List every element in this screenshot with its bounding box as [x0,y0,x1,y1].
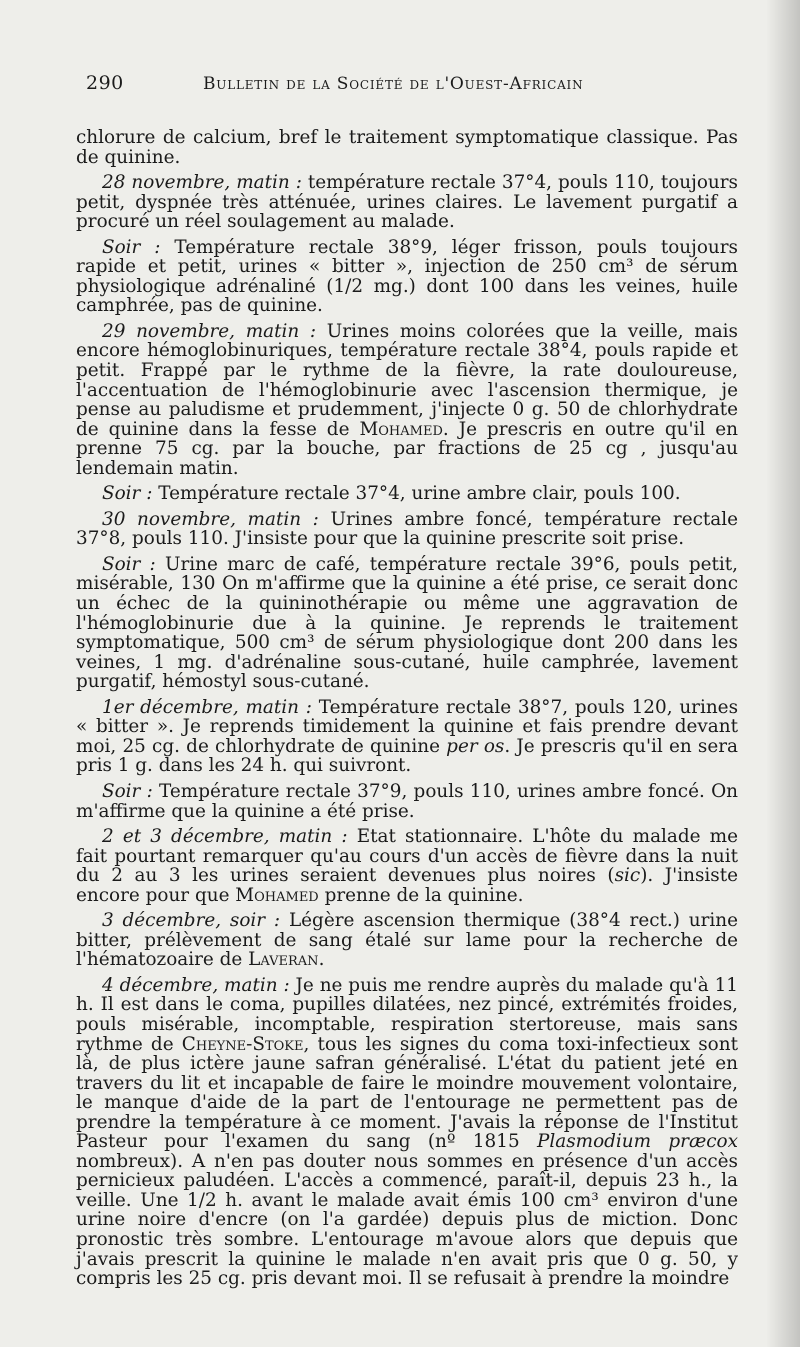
paragraph-text: Température rectale 37°4, urine ambre clair, pouls 100. [152,483,681,505]
paragraph-text: Température rectale 38°9, léger frisson, pouls toujours rapide et petit, urines « bitter », injection de 250 cm³ de sérum physiologique adrénaliné (1/2 mg.) dont 100 dans les veines, huile camphrée, pas de quinine. [76,236,738,317]
entry-date: Soir : [102,483,153,505]
running-title: Bulletin de la Société de l'Ouest-Africain [203,74,584,94]
entry-date: 28 novembre, matin : [102,172,302,194]
person-name: Mohamed [235,884,319,906]
paragraph-text: prenne de la quinine. [318,884,524,906]
paragraph [76,128,738,167]
paragraph-text: Urines ambre foncé, température rectale 37°8, pouls 110. J'insiste pour que la quinine prescrite soit prise. [76,508,738,550]
entry-date: Soir : [102,780,153,802]
paragraph-text: Urines moins colorées que la veille, mais encore hémoglobinuriques, température rectale 38°4, pouls rapide et petit. Frappé par le rythme de la fièvre, la rate douloureuse, l'accentuation de l'hémoglobinurie avec l'ascension thermique, je pense au paludisme et prudemment, j'injecte 0 g. 50 de chlorhydrate de quinine dans la fesse de [76,320,738,440]
entry-date: 1er décembre, matin : [102,696,312,718]
entry-date: 3 décembre, soir : [102,910,281,932]
paragraph-text: ). J'insiste encore pour que [76,865,738,906]
person-name: Cheyne-Stoke [181,1033,304,1055]
paragraph [76,911,738,970]
paragraph [76,976,738,1289]
paragraph [76,827,738,905]
paragraph-text: Je ne puis me rendre auprès du malade qu'à 11 h. Il est dans le coma, pupilles dilatées, nez pincé, extrémités froides, pouls misérable, incomptable, respiration stertoreuse, mais sans rythme de [76,974,738,1055]
paragraph-text: température rectale 37°4, pouls 110, toujours petit, dyspnée très atténuée, urines claires. Le lavement purgatif a procuré un réel soulagement au malade. [76,172,738,233]
italic-term: sic [614,865,641,887]
paragraph-text: Température rectale 38°7, pouls 120, urines « bitter ». Je reprends timidement la quinine et fais prendre devant moi, 25 cg. de chlorhydrate de quinine [76,696,739,757]
paragraph [76,782,738,821]
entry-date: Soir : [102,236,161,258]
body-text [76,128,738,1295]
entry-date: 4 décembre, matin : [102,974,290,996]
entry-date: 29 novembre, matin : [102,320,317,342]
paragraph-text: Etat stationnaire. L'hôte du malade me fait pourtant remarquer qu'au cours d'un accès de fièvre dans la nuit du 2 au 3 les urines seraient devenues plus noires ( [76,826,738,887]
paragraph-text: , tous les signes du coma toxi-infectieux sont là, de plus ictère jaune safran généralisé. L'état du patient jeté en travers du lit et incapable de faire le moindre mouvement volontaire, le manque d'aide de la part de l'entourage ne permettent pas de prendre la température à ce moment. J'avais la réponse de l'Institut Pasteur pour l'examen du sang (nº 1815 [76,1033,738,1153]
paragraph [76,484,738,504]
paragraph-text: . Je prescris qu'il en sera pris 1 g. dans les 24 h. qui suivront. [76,735,738,777]
page-header [86,72,736,98]
paragraph-text: Température rectale 37°9, pouls 110, urines ambre foncé. On m'affirme que la quinine a été prise. [76,780,738,822]
paragraph [76,173,738,232]
entry-date: Soir : [102,553,156,575]
paragraph-text: . [318,949,325,971]
entry-date: 2 et 3 décembre, matin : [102,826,348,848]
paragraph [76,322,738,478]
person-name: Laveran [248,949,319,971]
person-name: Mohamed [359,418,443,440]
page-number: 290 [86,72,124,94]
italic-term: per os [446,735,505,757]
paragraph [76,698,738,776]
paragraph [76,238,738,316]
paragraph-text: chlorure de calcium, bref le traitement symptomatique classique. Pas de quinine. [76,127,738,168]
paragraph [76,555,738,692]
paragraph-text: nombreux). A n'en pas douter nous sommes en présence d'un accès pernicieux paludéen. L'accès a commencé, paraît-il, depuis 23 h., la veille. Une 1/2 h. avant le malade avait émis 100 cm³ environ d'une urine noire d'encre (on l'a gardée) depuis plus de miction. Donc pronostic très sombre. L'entourage m'avoue alors que depuis que j'avais prescrit la quinine le malade n'en avait pris que 0 g. 50, y compris les 25 cg. pris devant moi. Il se refusait à prendre la moindre [76,1150,738,1290]
paragraph-text: . Je prescris en outre qu'il en prenne 75 cg. par la bouche, par fractions de 25 cg , jusqu'au lendemain matin. [76,418,738,479]
paragraph-text: Légère ascension thermique (38°4 rect.) urine bitter, prélèvement de sang étalé sur lame pour la recherche de l'hématozoaire de [76,910,738,971]
entry-date: 30 novembre, matin : [102,508,319,530]
italic-term: Plasmodium præcox [536,1131,738,1153]
paragraph [76,510,738,549]
paragraph-text: Urine marc de café, température rectale 39°6, pouls petit, misérable, 130 On m'affirme que la quinine a été prise, ce serait donc un échec de la quininothérapie ou même une aggravation de l'hémoglobinurie due à la quinine. Je reprends le traitement symptomatique, 500 cm³ de sérum physiologique dont 200 dans les veines, 1 mg. d'adrénaline sous-cutané, huile camphrée, lavement purgatif, hémostyl sous-cutané. [76,553,738,693]
